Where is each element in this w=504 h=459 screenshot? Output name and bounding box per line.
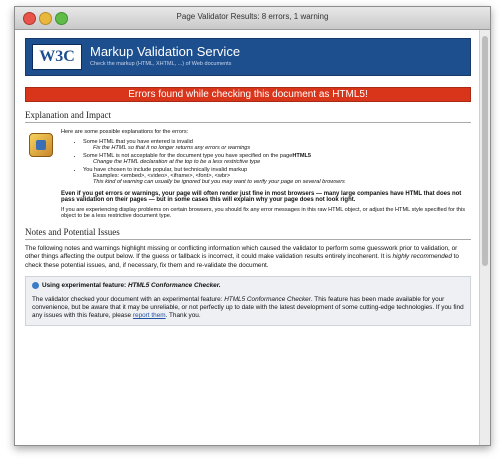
error-status-bar: Errors found while checking this document as HTML5! bbox=[25, 87, 471, 102]
notice-body-text-mid: . This feature has been made available for your convenience, but be aware that it may be unreliable, or not perfectly up to date with the latest development of some cutting-edge technologies. If you find any issues with this feature, please bbox=[32, 295, 464, 320]
report-them-link[interactable]: report them bbox=[132, 312, 166, 320]
title-bar bbox=[15, 7, 490, 30]
toolbox-icon bbox=[29, 133, 53, 157]
doctype-strong: HTML5 bbox=[292, 153, 312, 159]
notes-intro-text: The following notes and warnings highlight missing or conflicting information which caused the validator to perform some guesswork prior to validation, or other things affecting the output below. If the guess or fallback is incorrect, it could make validation results entirely incoherent. It is bbox=[25, 245, 458, 261]
validator-banner bbox=[25, 38, 471, 76]
explanation-section bbox=[25, 129, 471, 219]
notice-body-text: The validator checked your document with an experimental feature: bbox=[32, 295, 225, 303]
notes-intro bbox=[25, 245, 471, 270]
browser-window bbox=[14, 6, 491, 446]
notice-heading-text: Using experimental feature: bbox=[42, 282, 128, 290]
list-item-hint: This kind of warning can usually be ignored but you may want to verify your page on several browsers bbox=[93, 179, 345, 185]
list-item bbox=[83, 167, 471, 185]
vertical-scrollbar[interactable] bbox=[479, 30, 490, 445]
page-content bbox=[15, 30, 479, 445]
notes-heading: Notes and Potential Issues bbox=[25, 227, 471, 240]
explanation-list bbox=[61, 139, 471, 185]
explanation-heading: Explanation and Impact bbox=[25, 110, 471, 123]
list-item-hint: Fix the HTML so that it no longer returns any errors or warnings bbox=[93, 145, 251, 151]
service-title: Markup Validation Service bbox=[90, 44, 241, 59]
notice-body bbox=[32, 296, 464, 321]
list-item-text: You have chosen to include popular, but technically invalid markup bbox=[83, 167, 248, 173]
notice-heading-feature: HTML5 Conformance Checker. bbox=[127, 282, 221, 290]
w3c-logo[interactable]: W3C bbox=[32, 44, 82, 70]
notice-body-text-end: . Thank you. bbox=[165, 312, 201, 320]
list-item-examples: Examples: <embed>, <video>, <iframe>, <font>, <wbr> bbox=[93, 173, 231, 179]
window-title: Page Validator Results: 8 errors, 1 warning bbox=[176, 12, 329, 21]
display-problems-note: If you are experiencing display problems on certain browsers, you should fix any error messages in this raw HTML object, or adjust the HTML style specified for this object to be a less restrictive document type. bbox=[61, 207, 466, 219]
info-icon bbox=[32, 282, 39, 289]
list-item-text: Some HTML is not acceptable for the document type you have specified on the page bbox=[83, 153, 293, 159]
list-item bbox=[83, 153, 471, 165]
explanation-intro: Here are some possible explanations for the errors: bbox=[61, 129, 189, 135]
experimental-feature-notice bbox=[25, 276, 471, 327]
render-warning-note: Even if you get errors or warnings, your page will often render just fine in most browsers — many large companies have HTML that does not pass validation on their pages — but in some cases this will explain why your page does not look right. bbox=[61, 191, 462, 203]
list-item-text: Some HTML that you have entered is invalid bbox=[83, 139, 193, 145]
notice-heading bbox=[32, 282, 464, 291]
list-item bbox=[83, 139, 471, 151]
notes-intro-emphasis: highly recommended bbox=[392, 253, 452, 261]
notes-intro-text-end: to check these potential issues, and, if necessary, fix them and re-validate the document. bbox=[25, 253, 459, 269]
service-subtitle: Check the markup (HTML, XHTML, ...) of Web documents bbox=[90, 61, 232, 67]
scrollbar-thumb[interactable] bbox=[482, 36, 488, 266]
list-item-hint: Change the HTML declaration at the top to be a less restrictive type bbox=[93, 159, 261, 165]
notice-body-feature: HTML5 Conformance Checker bbox=[224, 295, 311, 303]
